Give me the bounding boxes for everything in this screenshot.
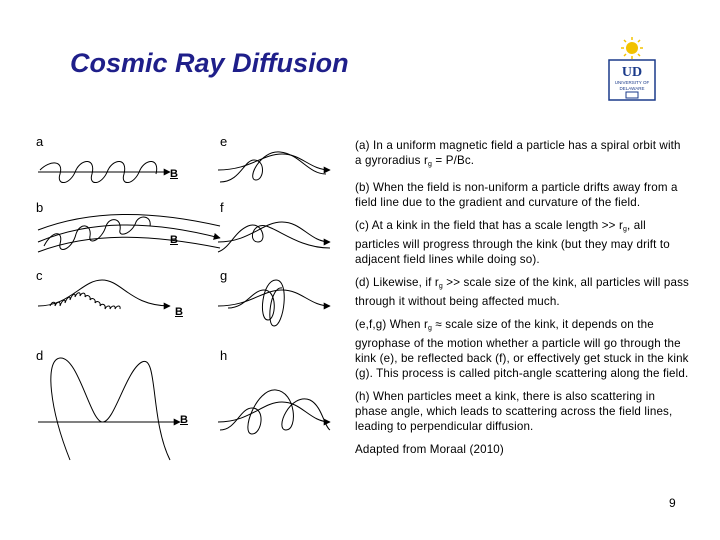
- panel-c-large-kink: [38, 280, 170, 309]
- explanation-text: [355, 138, 690, 465]
- paragraph-d: (d) Likewise, if $r_g$ >> scale size of the kink, all particles will pass through it without being affected much.: [355, 276, 689, 308]
- svg-text:DELAWARE: DELAWARE: [619, 86, 645, 91]
- panel-g-stuck: [218, 280, 330, 326]
- svg-text:UD: UD: [621, 65, 643, 80]
- slide-title: Cosmic Ray Diffusion: [70, 48, 349, 78]
- page-number: 9: [669, 496, 676, 510]
- field-label-d: B: [180, 414, 188, 426]
- source-citation: Adapted from Moraal (2010): [355, 443, 504, 456]
- field-label-c: B: [175, 306, 183, 318]
- field-label-b: B: [170, 234, 178, 246]
- panel-label-e: e: [220, 134, 228, 149]
- panel-label-b: b: [36, 200, 44, 215]
- panel-h-cross-field-scattering: [218, 390, 330, 434]
- panel-a-spiral-orbit: [38, 161, 170, 182]
- particle-orbit-figure: [30, 130, 340, 470]
- panel-d-large-orbit: [38, 358, 180, 460]
- field-label-a: B: [170, 168, 178, 180]
- paragraph-h: (h) When particles meet a kink, there is also scattering in phase angle, which leads to scattering across the field lines, leading to perpendicular diffusion.: [355, 390, 673, 433]
- svg-text:UNIVERSITY OF: UNIVERSITY OF: [614, 80, 650, 85]
- paragraph-efg: (e,f,g) When $r_g$ ≈ scale size of the kink, it depends on the gyrophase of the motion whether a particle will go through the kink (e), be reflected back (f), or effectively get stuck in the kink (g). This process is called pitch-angle scattering along the field.: [355, 318, 689, 380]
- paragraph-c: (c) At a kink in the field that has a scale length >> $r_g$, all particles will progress through the kink (but they may drift to adjacent field lines while doing so).: [355, 219, 670, 266]
- university-of-delaware-seal-icon: [606, 36, 658, 102]
- paragraph-b: (b) When the field is non-uniform a particle drifts away from a field line due to the gradient and curvature of the field.: [355, 181, 678, 209]
- panel-label-g: g: [220, 268, 228, 283]
- paragraph-a: (a) In a uniform magnetic field a particle has a spiral orbit with a gyroradius $r_g = P/Bc$.: [355, 139, 681, 168]
- panel-b-drift-orbit: [38, 214, 220, 252]
- panel-label-a: a: [36, 134, 44, 149]
- panel-f-reflected: [218, 222, 330, 252]
- panel-label-h: h: [220, 348, 228, 363]
- panel-e-pass-through: [218, 152, 330, 182]
- panel-label-c: c: [36, 268, 43, 283]
- panel-label-d: d: [36, 348, 44, 363]
- panel-label-f: f: [220, 200, 224, 215]
